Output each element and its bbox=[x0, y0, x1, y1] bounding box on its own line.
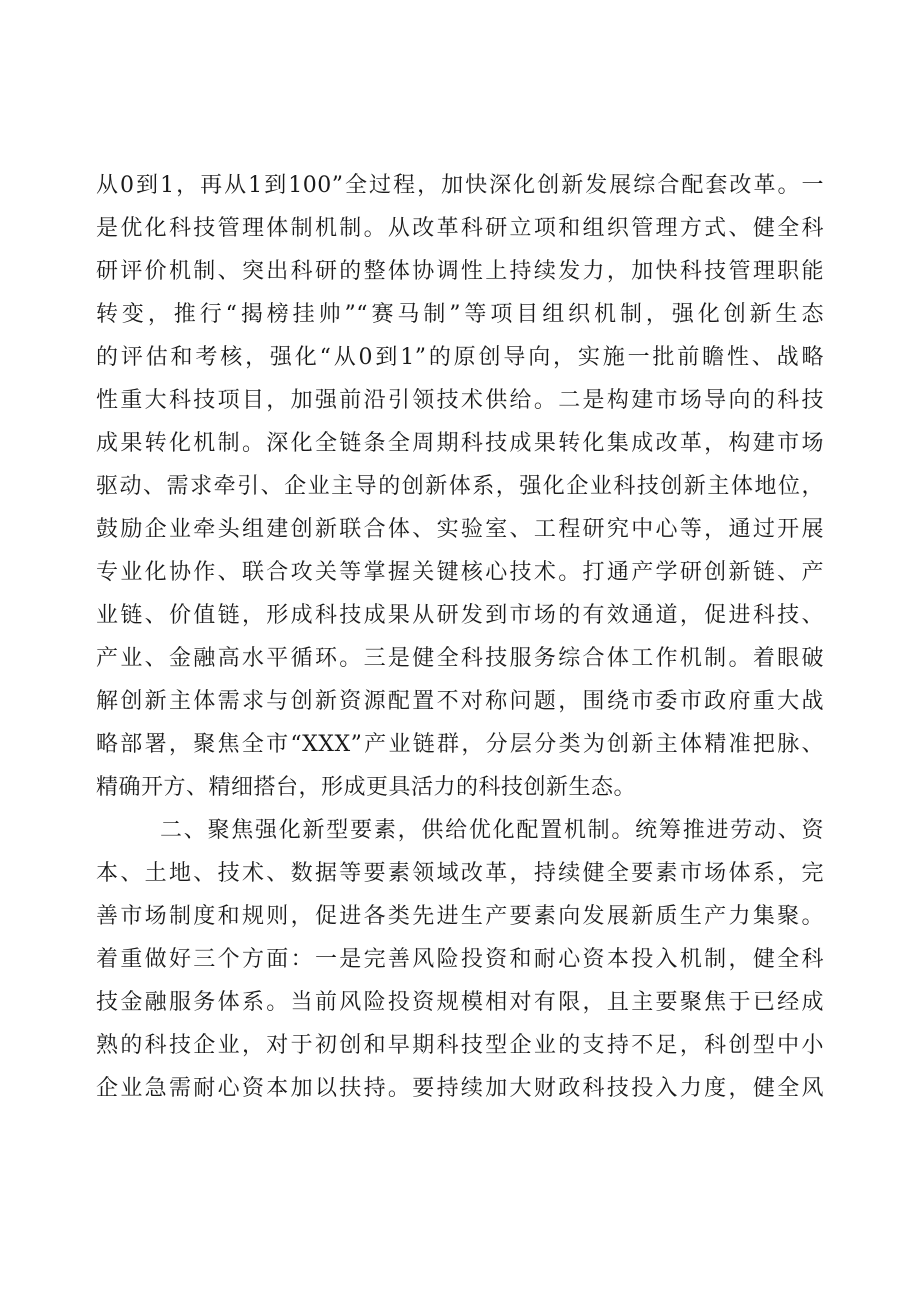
text-line: 略部署，聚焦全市“XXX”产业链群，分层分类为创新主体精准把脉、 bbox=[96, 732, 824, 757]
text-line: 从0到1，再从1到100”全过程，加快深化创新发展综合配套改革。一 bbox=[96, 173, 824, 198]
paragraph-last-line: 精确开方、精细搭台，形成更具活力的科技创新生态。 bbox=[96, 775, 637, 800]
text-line: 业链、价值链，形成科技成果从研发到市场的有效通道，促进科技、 bbox=[96, 603, 824, 628]
body-text bbox=[96, 164, 824, 1110]
text-line: 驱动、需求牵引、企业主导的创新体系，强化企业科技创新主体地位， bbox=[96, 474, 824, 499]
text-line: 善市场制度和规则，促进各类先进生产要素向发展新质生产力集聚。 bbox=[96, 904, 824, 929]
text-line: 着重做好三个方面：一是完善风险投资和耐心资本投入机制，健全科 bbox=[96, 947, 824, 972]
text-line: 企业急需耐心资本加以扶持。要持续加大财政科技投入力度，健全风 bbox=[96, 1076, 824, 1101]
text-line: 产业、金融高水平循环。三是健全科技服务综合体工作机制。着眼破 bbox=[96, 646, 824, 671]
text-line: 熟的科技企业，对于初创和早期科技型企业的支持不足，科创型中小 bbox=[96, 1033, 824, 1058]
text-line: 转变，推行“揭榜挂帅”“赛马制”等项目组织机制，强化创新生态 bbox=[96, 302, 824, 327]
text-line: 的评估和考核，强化“从0到1”的原创导向，实施一批前瞻性、战略 bbox=[96, 345, 824, 370]
text-line: 是优化科技管理体制机制。从改革科研立项和组织管理方式、健全科 bbox=[96, 216, 824, 241]
text-line: 研评价机制、突出科研的整体协调性上持续发力，加快科技管理职能 bbox=[96, 259, 824, 284]
text-line: 本、土地、技术、数据等要素领域改革，持续健全要素市场体系，完 bbox=[96, 861, 824, 886]
text-line: 成果转化机制。深化全链条全周期科技成果转化集成改革，构建市场 bbox=[96, 431, 824, 456]
text-line: 性重大科技项目，加强前沿引领技术供给。二是构建市场导向的科技 bbox=[96, 388, 824, 413]
text-line: 专业化协作、联合攻关等掌握关键核心技术。打通产学研创新链、产 bbox=[96, 560, 824, 585]
text-line: 鼓励企业牵头组建创新联合体、实验室、工程研究中心等，通过开展 bbox=[96, 517, 824, 542]
paragraph-first-line: 二、聚焦强化新型要素，供给优化配置机制。统筹推进劳动、资 bbox=[160, 818, 824, 843]
text-line: 技金融服务体系。当前风险投资规模相对有限，且主要聚焦于已经成 bbox=[96, 990, 824, 1015]
text-line: 解创新主体需求与创新资源配置不对称问题，围绕市委市政府重大战 bbox=[96, 689, 824, 714]
